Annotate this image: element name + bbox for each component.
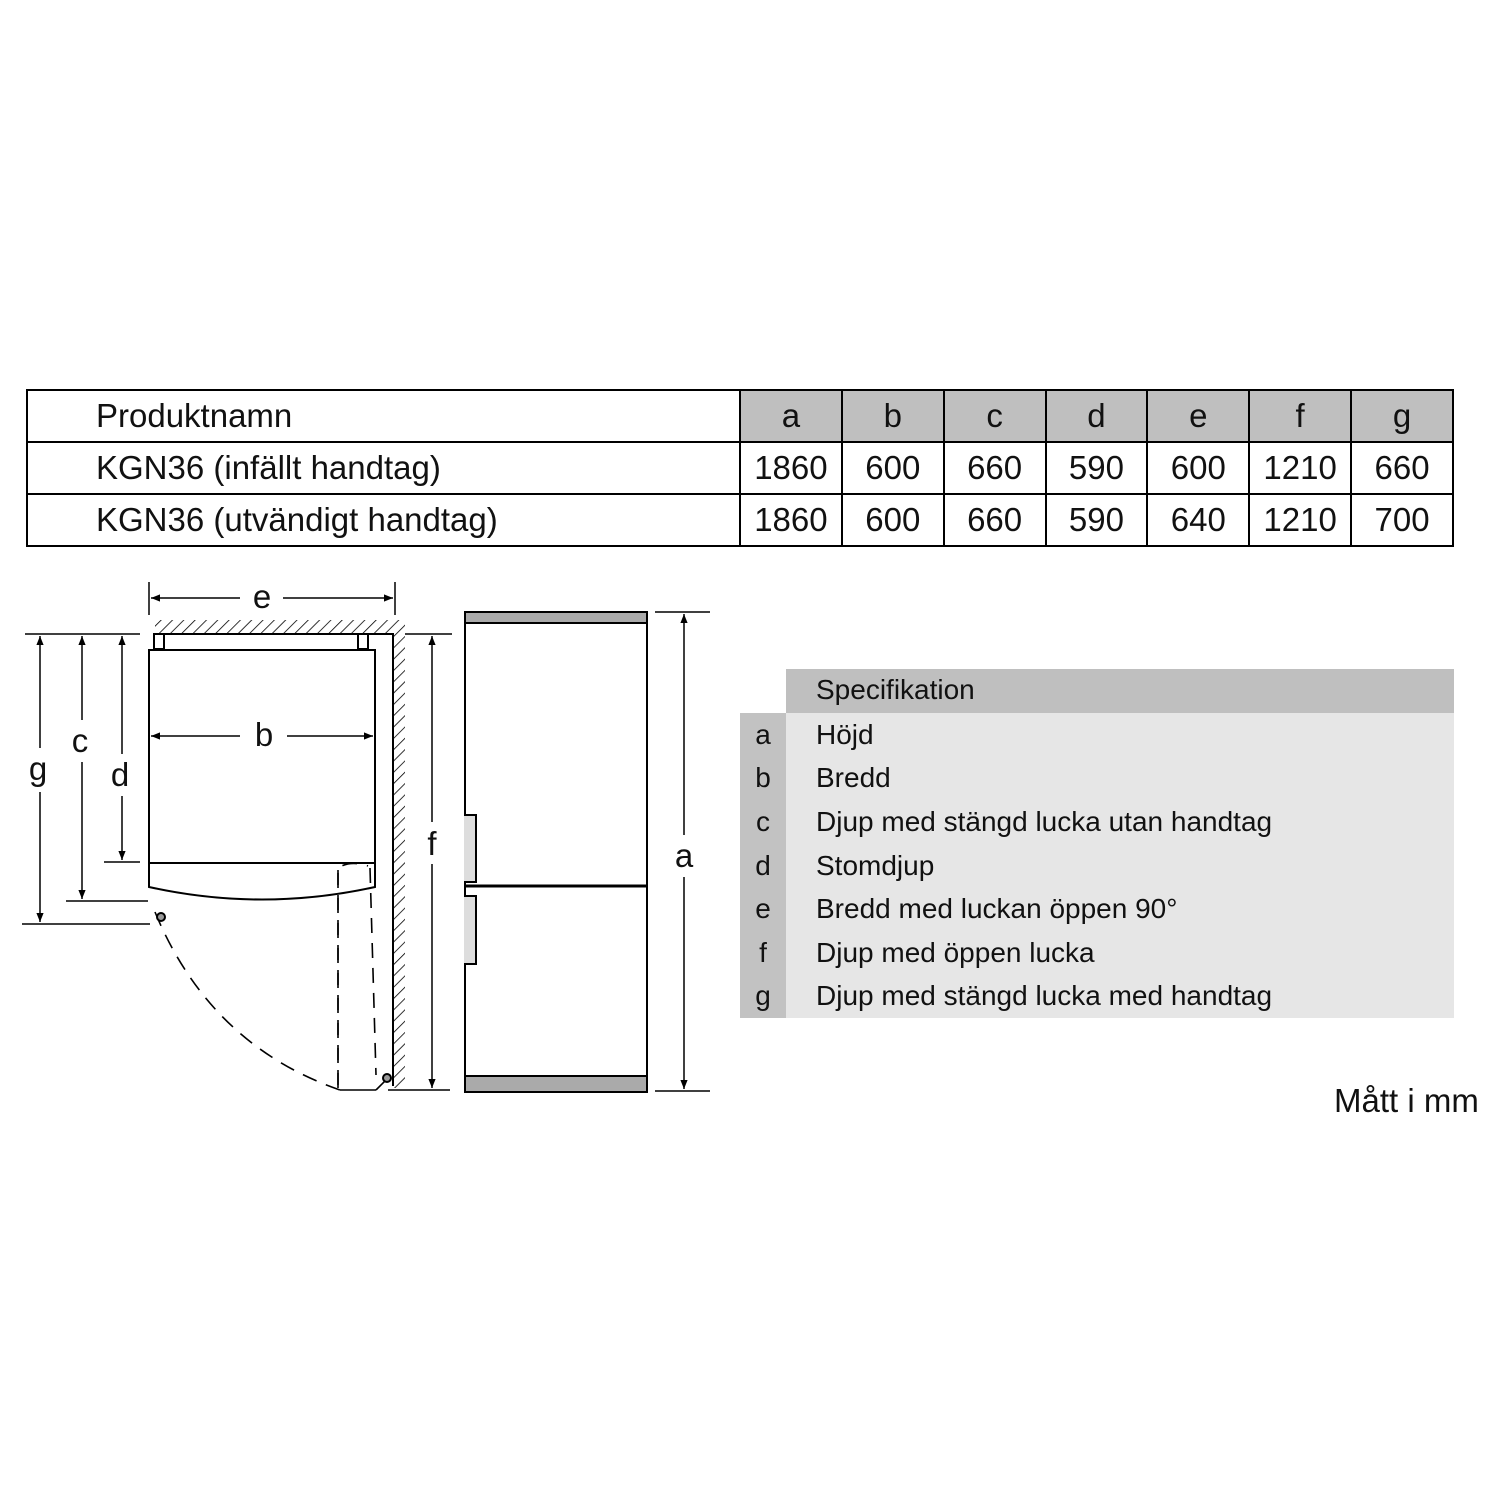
label-e: e: [252, 578, 272, 615]
product-name-cell: KGN36 (utvändigt handtag): [27, 494, 740, 546]
spec-label: Djup med stängd lucka utan handtag: [816, 805, 1273, 837]
value-cell-c: 660: [944, 494, 1046, 546]
value-cell-f: 1210: [1249, 442, 1351, 494]
label-a: a: [674, 837, 694, 874]
label-b: b: [254, 716, 274, 753]
spec-key: g: [755, 980, 771, 1012]
column-header-product-name: Produktnamn: [27, 390, 740, 442]
value-cell-a: 1860: [740, 442, 842, 494]
top-view: [22, 582, 452, 1090]
value-cell-c: 660: [944, 442, 1046, 494]
spec-label: Bredd med luckan öppen 90°: [816, 893, 1178, 925]
label-d: d: [110, 756, 130, 793]
unit-note: Mått i mm: [1334, 1082, 1479, 1119]
column-header-e: e: [1147, 390, 1249, 442]
product-name-cell: KGN36 (infällt handtag): [27, 442, 740, 494]
column-header-b: b: [842, 390, 944, 442]
upper-handle: [464, 815, 476, 882]
spec-label: Bredd: [816, 762, 891, 794]
specification-title: Specifikation: [786, 669, 1454, 713]
column-header-f: f: [1249, 390, 1351, 442]
front-view: [464, 612, 710, 1092]
value-cell-g: 700: [1351, 494, 1453, 546]
hinge-point-closed: [157, 913, 165, 921]
side-wall-hatching: [393, 633, 405, 1088]
spec-label: Stomdjup: [816, 849, 935, 881]
spec-key: d: [755, 849, 771, 881]
spec-key: c: [756, 805, 770, 837]
appliance-body: [465, 612, 647, 1092]
plinth: [465, 1076, 647, 1092]
value-cell-a: 1860: [740, 494, 842, 546]
left-spacer: [154, 634, 164, 649]
column-header-c: c: [944, 390, 1046, 442]
hinge-point-open: [383, 1074, 391, 1082]
specification-keys: [740, 713, 786, 1018]
spec-key: f: [759, 936, 767, 968]
spec-label: Djup med stängd lucka med handtag: [816, 980, 1273, 1012]
top-cover: [465, 612, 647, 623]
value-cell-d: 590: [1046, 442, 1148, 494]
spec-key: a: [755, 718, 771, 750]
value-cell-b: 600: [842, 442, 944, 494]
value-cell-g: 660: [1351, 442, 1453, 494]
door-swing-arc: [155, 912, 340, 1090]
specification-descriptions: [786, 713, 1454, 1018]
specification-legend: [740, 669, 1454, 1018]
open-door-dashed-right: [370, 868, 376, 1075]
open-door-bottom: [338, 863, 368, 1088]
value-cell-e: 640: [1147, 494, 1249, 546]
value-cell-d: 590: [1046, 494, 1148, 546]
value-cell-b: 600: [842, 494, 944, 546]
wall-line: [155, 634, 393, 1086]
label-f: f: [427, 825, 437, 862]
column-header-g: g: [1351, 390, 1453, 442]
column-header-d: d: [1046, 390, 1148, 442]
rear-wall-hatching: [155, 620, 405, 633]
spec-key: b: [755, 762, 771, 794]
lower-handle: [464, 896, 476, 964]
value-cell-f: 1210: [1249, 494, 1351, 546]
spec-key: e: [755, 893, 771, 925]
label-c: c: [71, 722, 89, 759]
column-header-a: a: [740, 390, 842, 442]
right-spacer: [358, 634, 368, 649]
label-g: g: [28, 750, 48, 787]
spec-label: Djup med öppen lucka: [816, 936, 1095, 968]
value-cell-e: 600: [1147, 442, 1249, 494]
spec-label: Höjd: [816, 718, 874, 750]
